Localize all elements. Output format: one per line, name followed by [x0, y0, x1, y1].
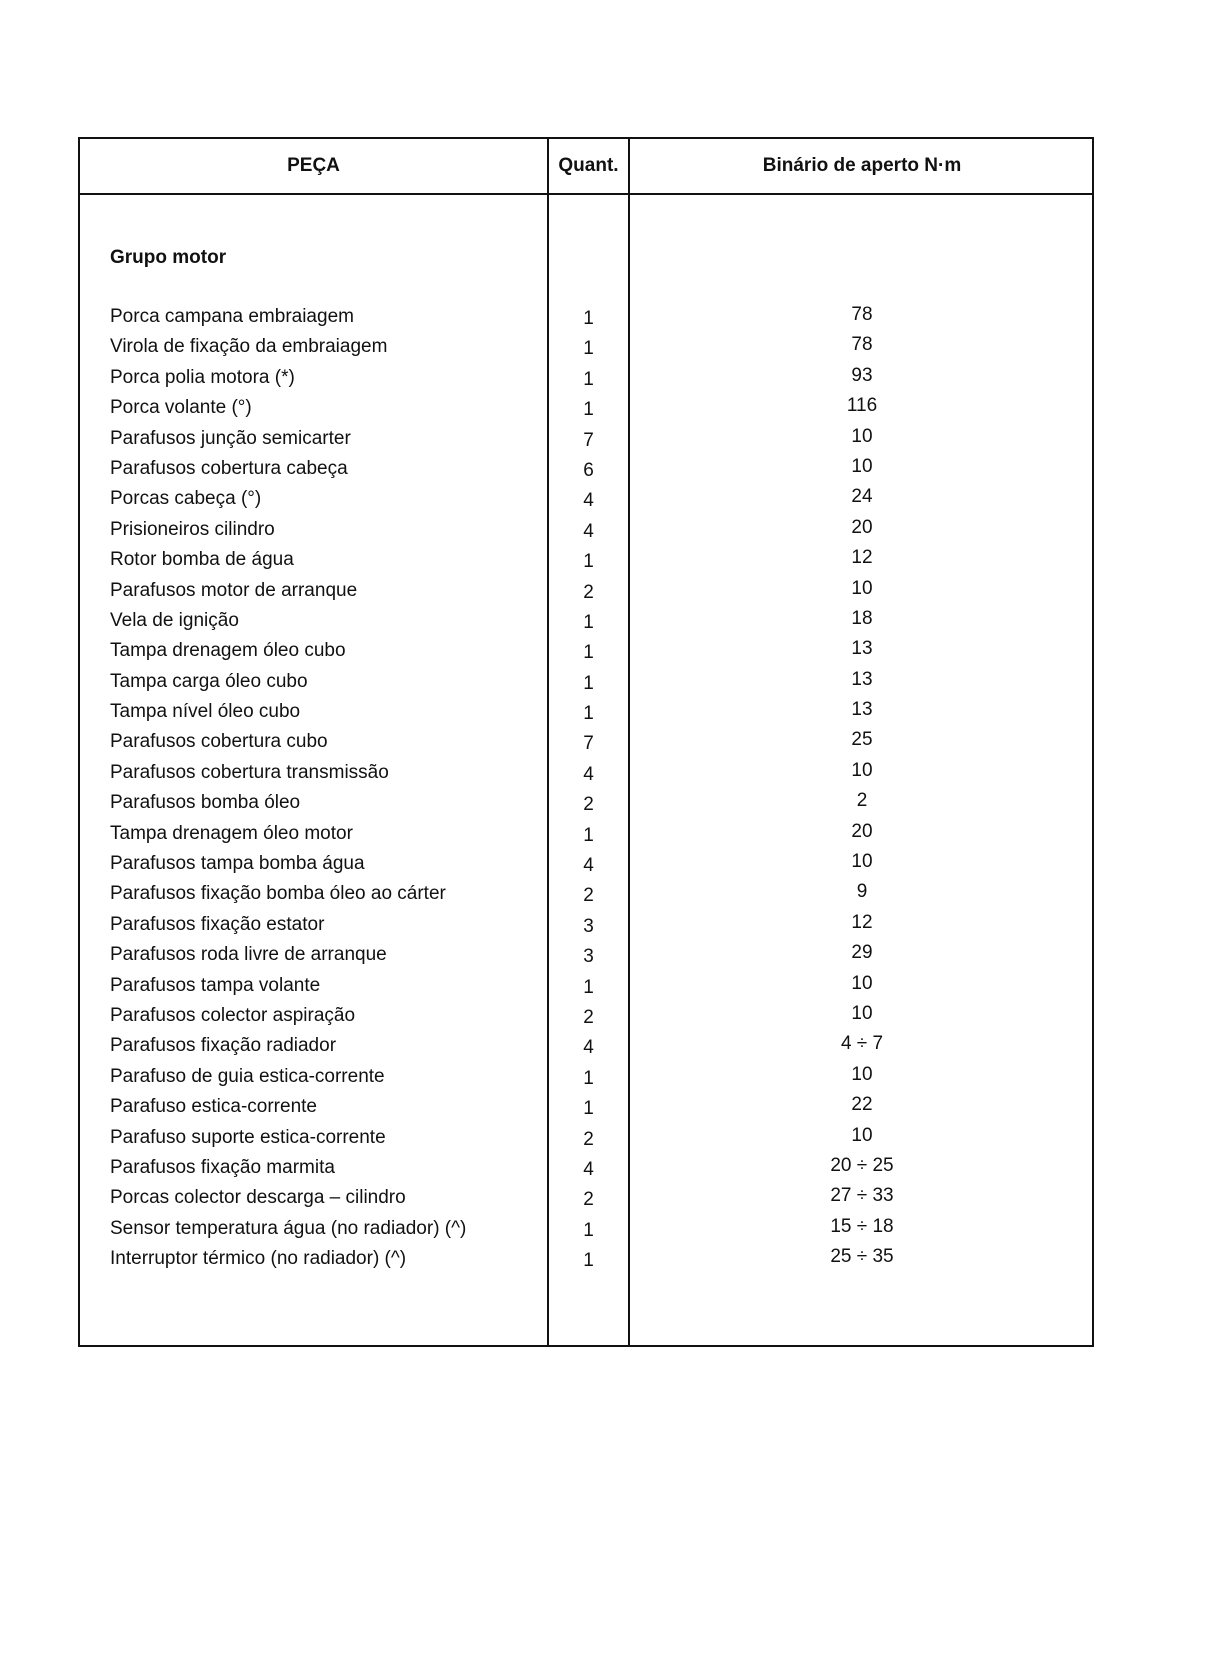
cell-part: Tampa nível óleo cubo — [110, 701, 301, 723]
table-header-row — [80, 139, 1092, 195]
cell-part: Interruptor térmico (no radiador) (^) — [110, 1248, 407, 1270]
cell-torque: 13 — [851, 668, 873, 690]
header-quantity: Quant. — [558, 155, 619, 176]
cell-part: Parafusos roda livre de arranque — [110, 944, 387, 966]
cell-part: Parafuso estica-corrente — [110, 1096, 317, 1118]
group-title: Grupo motor — [110, 247, 227, 268]
cell-quantity: 1 — [583, 1219, 594, 1241]
cell-quantity: 6 — [583, 459, 594, 481]
cell-torque: 13 — [851, 638, 873, 660]
cell-part: Parafuso suporte estica-corrente — [110, 1126, 386, 1148]
cell-part: Rotor bomba de água — [110, 549, 294, 571]
cell-torque: 10 — [851, 577, 873, 599]
table-row — [80, 425, 1092, 458]
table-row — [80, 853, 1092, 883]
cell-quantity: 2 — [583, 1128, 594, 1150]
cell-torque: 25 — [851, 729, 873, 751]
cell-torque: 20 ÷ 25 — [830, 1154, 894, 1176]
cell-quantity: 2 — [583, 885, 594, 907]
table-row — [80, 364, 1092, 397]
table-row — [80, 972, 1092, 1005]
cell-quantity: 3 — [583, 946, 594, 968]
cell-quantity: 7 — [583, 733, 594, 755]
table-row — [80, 1215, 1092, 1248]
cell-torque: 10 — [851, 425, 873, 447]
table-row — [80, 820, 1092, 853]
cell-part: Porcas colector descarga – cilindro — [110, 1187, 406, 1209]
cell-torque: 12 — [851, 911, 873, 933]
cell-part: Parafusos fixação marmita — [110, 1156, 335, 1178]
cell-quantity: 4 — [583, 1158, 594, 1180]
cell-part: Tampa drenagem óleo cubo — [110, 640, 346, 662]
cell-part: Porca campana embraiagem — [110, 306, 354, 327]
table-row — [80, 549, 1092, 579]
cell-quantity: 1 — [583, 703, 594, 725]
cell-part: Parafusos cobertura transmissão — [110, 761, 389, 783]
cell-torque: 93 — [851, 364, 873, 386]
cell-part: Porca polia motora (*) — [110, 366, 295, 388]
cell-part: Parafusos motor de arranque — [110, 579, 358, 601]
cell-torque: 20 — [851, 516, 873, 538]
table-row — [80, 516, 1092, 549]
table-row — [80, 488, 1092, 518]
table-row — [80, 640, 1092, 670]
cell-torque: 25 ÷ 35 — [830, 1246, 894, 1268]
table-row — [80, 911, 1092, 944]
cell-quantity: 1 — [583, 824, 594, 846]
table-row — [80, 1248, 1092, 1278]
cell-part: Porca volante (°) — [110, 397, 252, 419]
cell-quantity: 1 — [583, 1067, 594, 1089]
cell-quantity: 4 — [583, 855, 594, 877]
cell-part: Vela de ignição — [110, 609, 239, 631]
table-row — [80, 1187, 1092, 1217]
cell-quantity: 4 — [583, 490, 594, 512]
table-row — [80, 731, 1092, 761]
table-row — [80, 1154, 1092, 1187]
table-row — [80, 759, 1092, 792]
torque-table — [78, 137, 1094, 1347]
cell-torque: 10 — [851, 759, 873, 781]
cell-part: Parafusos tampa volante — [110, 974, 321, 996]
header-torque: Binário de aperto N·m — [762, 155, 962, 176]
cell-torque: 29 — [851, 942, 873, 964]
table-row — [80, 883, 1092, 913]
cell-torque: 9 — [856, 881, 868, 903]
cell-torque: 78 — [851, 334, 873, 356]
table-row — [80, 1002, 1092, 1035]
table-row — [80, 336, 1092, 366]
cell-quantity: 2 — [583, 1189, 594, 1211]
cell-quantity: 4 — [583, 520, 594, 542]
cell-part: Parafusos cobertura cabeça — [110, 457, 348, 479]
cell-quantity: 2 — [583, 1006, 594, 1028]
cell-torque: 15 ÷ 18 — [830, 1215, 894, 1237]
cell-quantity: 2 — [583, 581, 594, 603]
cell-part: Parafusos colector aspiração — [110, 1004, 356, 1026]
cell-torque: 10 — [851, 1124, 873, 1146]
cell-quantity: 1 — [583, 551, 594, 573]
cell-torque: 27 ÷ 33 — [830, 1185, 894, 1207]
cell-part: Parafusos tampa bomba água — [110, 853, 365, 875]
cell-quantity: 1 — [583, 1250, 594, 1272]
cell-quantity: 3 — [583, 915, 594, 937]
cell-part: Tampa drenagem óleo motor — [110, 822, 353, 844]
table-body — [80, 306, 1092, 1279]
table-row — [80, 1035, 1092, 1065]
cell-part: Parafusos fixação estator — [110, 913, 325, 935]
cell-part: Parafusos cobertura cubo — [110, 731, 328, 753]
cell-torque: 78 — [851, 304, 873, 325]
cell-quantity: 4 — [583, 1037, 594, 1059]
cell-part: Prisioneiros cilindro — [110, 518, 275, 540]
cell-quantity: 1 — [583, 976, 594, 998]
cell-quantity: 1 — [583, 368, 594, 390]
cell-part: Parafusos fixação radiador — [110, 1035, 337, 1057]
cell-torque: 116 — [846, 395, 878, 417]
cell-part: Parafusos junção semicarter — [110, 427, 351, 449]
cell-part: Virola de fixação da embraiagem — [110, 336, 388, 358]
cell-quantity: 1 — [583, 642, 594, 664]
cell-quantity: 1 — [583, 672, 594, 694]
cell-quantity: 1 — [583, 1098, 594, 1120]
cell-quantity: 1 — [583, 308, 594, 329]
cell-part: Parafusos bomba óleo — [110, 792, 301, 814]
table-row — [80, 306, 1092, 336]
cell-torque: 18 — [851, 607, 873, 629]
cell-quantity: 2 — [583, 794, 594, 816]
cell-torque: 13 — [851, 699, 873, 721]
table-row — [80, 455, 1092, 488]
cell-torque: 10 — [851, 851, 873, 873]
cell-quantity: 4 — [583, 763, 594, 785]
cell-part: Porcas cabeça (°) — [110, 488, 262, 510]
table-row — [80, 944, 1092, 974]
cell-torque: 24 — [851, 486, 873, 508]
cell-part: Sensor temperatura água (no radiador) (^) — [110, 1217, 467, 1239]
cell-quantity: 1 — [583, 611, 594, 633]
table-row — [80, 1124, 1092, 1157]
table-row — [80, 577, 1092, 610]
table-row — [80, 701, 1092, 731]
cell-part: Parafusos fixação bomba óleo ao cárter — [110, 883, 446, 905]
table-row — [80, 1096, 1092, 1126]
cell-torque: 10 — [851, 972, 873, 994]
cell-quantity: 7 — [583, 429, 594, 451]
header-part: PEÇA — [287, 155, 340, 176]
cell-torque: 22 — [851, 1094, 873, 1116]
cell-torque: 10 — [851, 1002, 873, 1024]
cell-torque: 20 — [851, 820, 873, 842]
cell-torque: 4 ÷ 7 — [840, 1033, 884, 1055]
cell-part: Parafuso de guia estica-corrente — [110, 1065, 385, 1087]
table-row — [80, 397, 1092, 427]
cell-part: Tampa carga óleo cubo — [110, 670, 308, 692]
cell-quantity: 1 — [583, 338, 594, 360]
table-row — [80, 792, 1092, 822]
cell-torque: 10 — [851, 455, 873, 477]
cell-quantity: 1 — [583, 399, 594, 421]
cell-torque: 12 — [851, 547, 873, 569]
table-row — [80, 1063, 1092, 1096]
cell-torque: 2 — [856, 790, 868, 812]
table-row — [80, 607, 1092, 640]
cell-torque: 10 — [851, 1063, 873, 1085]
table-row — [80, 668, 1092, 701]
